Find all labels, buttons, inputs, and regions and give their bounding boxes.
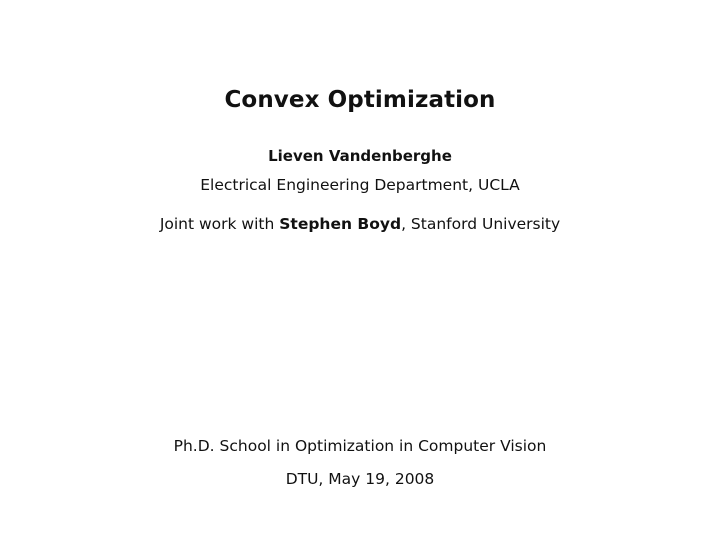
joint-work-prefix: Joint work with [159,215,280,233]
event-name: Ph.D. School in Optimization in Computer Vision [173,437,547,455]
joint-work-line [0,217,720,233]
event-date-location: DTU, May 19, 2008 [285,470,435,488]
author-name: Lieven Vandenberghe [268,147,452,165]
slide-title: Convex Optimization [224,87,496,113]
joint-work-suffix: , Stanford University [401,215,561,233]
author-affiliation: Electrical Engineering Department, UCLA [200,176,520,194]
coauthor-name: Stephen Boyd [279,215,402,233]
